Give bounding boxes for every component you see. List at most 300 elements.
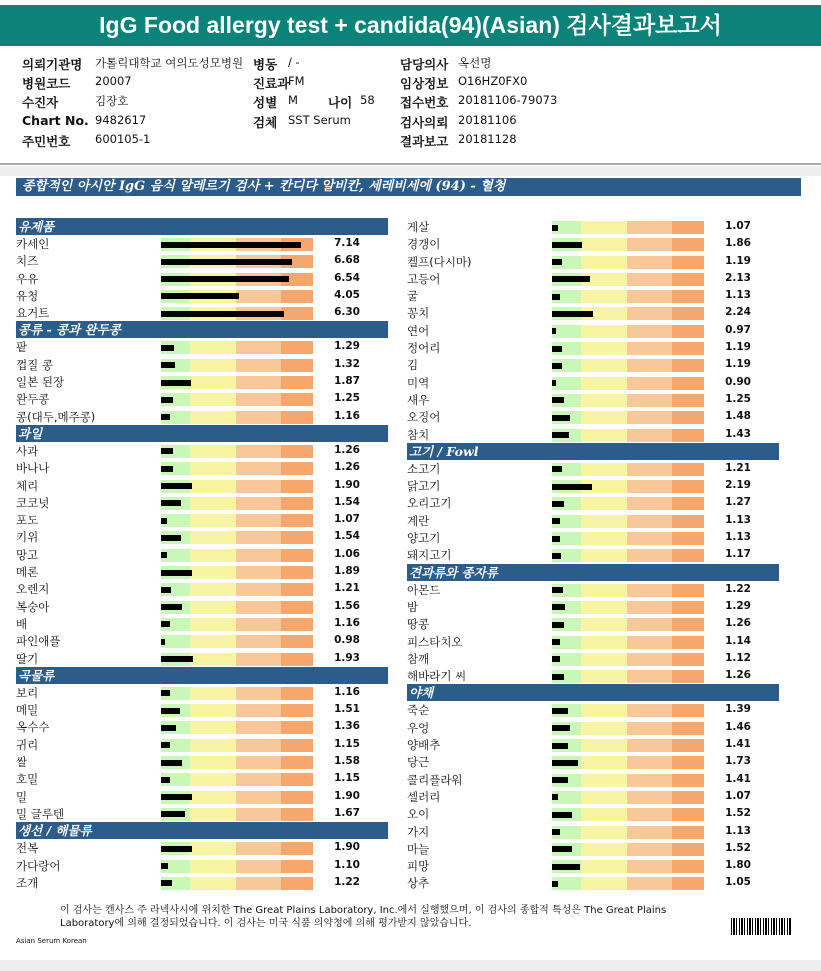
scale-zone <box>672 497 704 510</box>
scale-zone <box>672 256 704 269</box>
result-row <box>16 563 406 580</box>
result-row <box>16 373 406 390</box>
result-bar <box>161 587 171 593</box>
food-name: 밀 글루텐 <box>16 806 65 821</box>
scale-zone <box>672 342 704 355</box>
scale-zone <box>236 549 281 562</box>
result-row <box>16 753 406 770</box>
result-value: 1.13 <box>725 824 751 837</box>
result-value: 1.19 <box>725 358 751 371</box>
result-value: 4.05 <box>334 288 360 301</box>
scale-zone <box>236 531 281 544</box>
scale-zone <box>672 860 704 873</box>
scale-zone <box>627 843 672 856</box>
scale-zone <box>627 774 672 787</box>
result-value: 1.12 <box>725 651 751 664</box>
food-name: 오징어 <box>407 410 441 425</box>
result-bar <box>161 656 193 662</box>
result-bar <box>161 725 176 731</box>
scale-zone <box>672 429 704 442</box>
scale-zone <box>190 721 236 734</box>
food-name: 경갱이 <box>407 237 441 252</box>
result-row <box>407 426 797 443</box>
result-bar <box>161 552 167 558</box>
scale-zone <box>281 721 313 734</box>
scale-zone <box>627 860 672 873</box>
result-scale <box>161 549 313 562</box>
food-name: 복숭아 <box>16 599 50 614</box>
food-name: 참치 <box>407 427 430 442</box>
result-value: 1.86 <box>725 237 751 250</box>
scale-zone <box>672 584 704 597</box>
result-row <box>16 805 406 822</box>
result-row <box>16 252 406 269</box>
result-row <box>16 477 406 494</box>
food-name: 참깨 <box>407 651 430 666</box>
food-name: 김 <box>407 358 419 373</box>
food-name: 메밀 <box>16 703 39 718</box>
scale-zone <box>552 377 581 390</box>
result-scale <box>161 341 313 354</box>
result-scale <box>552 497 704 510</box>
result-value: 1.52 <box>725 841 751 854</box>
result-scale <box>552 636 704 649</box>
result-bar <box>552 276 590 282</box>
scale-zone <box>190 376 236 389</box>
scale-zone <box>627 273 672 286</box>
scale-zone <box>190 877 236 890</box>
scale-zone <box>236 618 281 631</box>
result-bar <box>552 881 558 887</box>
result-value: 6.54 <box>334 271 360 284</box>
food-name: 연어 <box>407 323 430 338</box>
scale-zone <box>581 653 627 666</box>
result-value: 1.54 <box>334 530 360 543</box>
result-row <box>16 598 406 615</box>
scale-zone <box>161 635 190 648</box>
result-bar <box>161 414 170 420</box>
scale-zone <box>236 877 281 890</box>
request-label: 검사의뢰 <box>400 115 449 130</box>
result-value: 1.15 <box>334 737 360 750</box>
scale-zone <box>190 583 236 596</box>
result-bar <box>552 846 572 852</box>
result-row <box>16 718 406 735</box>
result-row <box>407 356 797 373</box>
scale-zone <box>281 531 313 544</box>
result-value: 1.67 <box>334 806 360 819</box>
result-scale <box>552 843 704 856</box>
scale-zone <box>281 462 313 475</box>
result-row <box>407 788 797 805</box>
result-value: 1.51 <box>334 703 360 716</box>
scale-zone <box>281 842 313 855</box>
result-bar <box>552 604 565 610</box>
result-row <box>407 546 797 563</box>
scale-zone <box>581 394 627 407</box>
result-row <box>16 857 406 874</box>
section-header: 유제품 <box>16 218 388 235</box>
result-bar <box>552 794 558 800</box>
food-name: 포도 <box>16 513 39 528</box>
result-bar <box>161 777 170 783</box>
scale-zone <box>190 653 236 666</box>
food-name: 피스타치오 <box>407 634 463 649</box>
scale-zone <box>672 739 704 752</box>
result-row <box>407 667 797 684</box>
result-scale <box>552 670 704 683</box>
scale-zone <box>627 307 672 320</box>
scale-zone <box>581 670 627 683</box>
result-bar <box>161 276 289 282</box>
scale-zone <box>581 808 627 821</box>
result-row <box>16 580 406 597</box>
food-name: 껍질 콩 <box>16 357 53 372</box>
result-value: 1.17 <box>725 548 751 561</box>
result-row <box>407 460 797 477</box>
scale-zone <box>627 325 672 338</box>
result-scale <box>552 411 704 424</box>
result-value: 1.10 <box>334 858 360 871</box>
result-scale <box>552 601 704 614</box>
scale-zone <box>672 394 704 407</box>
result-row <box>407 322 797 339</box>
result-row <box>16 736 406 753</box>
result-value: 1.36 <box>334 720 360 733</box>
scale-zone <box>581 704 627 717</box>
food-name: 바나나 <box>16 461 50 476</box>
barcode <box>731 918 791 935</box>
scale-zone <box>190 445 236 458</box>
scale-zone <box>581 843 627 856</box>
result-bar <box>552 553 561 559</box>
scale-zone <box>281 756 313 769</box>
food-name: 유청 <box>16 288 39 303</box>
scale-zone <box>281 635 313 648</box>
result-scale <box>161 583 313 596</box>
result-row <box>407 339 797 356</box>
food-name: 일본 된장 <box>16 375 65 390</box>
chart-value: 9482617 <box>95 113 147 127</box>
result-row <box>16 442 406 459</box>
result-bar <box>552 311 593 317</box>
scale-zone <box>236 653 281 666</box>
scale-zone <box>190 566 236 579</box>
section-header: 콩류 - 콩과 완두콩 <box>16 321 388 338</box>
result-value: 7.14 <box>334 237 360 249</box>
scale-zone <box>236 635 281 648</box>
scale-zone <box>627 636 672 649</box>
result-value: 1.27 <box>725 496 751 509</box>
scale-zone <box>190 791 236 804</box>
result-bar <box>552 501 564 507</box>
result-scale <box>552 618 704 631</box>
food-name: 콜리플라워 <box>407 772 463 787</box>
result-value: 1.07 <box>725 220 751 232</box>
result-value: 1.26 <box>725 617 751 630</box>
result-scale <box>161 773 313 786</box>
result-value: 1.06 <box>334 547 360 560</box>
scale-zone <box>190 773 236 786</box>
scale-zone <box>627 497 672 510</box>
scale-zone <box>627 601 672 614</box>
result-bar <box>161 708 180 714</box>
test-subtitle: 종합적인 아시안 IgG 음식 알레르기 검사 + 칸디다 알비칸, 세레비세에 (94) - 혈청 <box>16 178 801 196</box>
scale-zone <box>627 877 672 890</box>
scale-zone <box>281 618 313 631</box>
result-row <box>16 874 406 891</box>
patient-label: 수진자 <box>22 95 59 110</box>
result-bar <box>161 397 173 403</box>
scale-zone <box>672 722 704 735</box>
result-bar <box>552 829 560 835</box>
scale-zone <box>581 756 627 769</box>
result-row <box>16 615 406 632</box>
food-name: 해바라기 씨 <box>407 669 467 684</box>
result-value: 1.13 <box>725 289 751 302</box>
scale-zone <box>672 325 704 338</box>
result-row <box>16 235 406 252</box>
result-scale <box>552 826 704 839</box>
food-name: 꽁치 <box>407 306 430 321</box>
result-row <box>16 270 406 287</box>
result-value: 1.29 <box>725 599 751 612</box>
specimen-label: 검체 <box>253 115 278 130</box>
clinical-label: 임상정보 <box>400 76 449 91</box>
scale-zone <box>581 411 627 424</box>
result-scale <box>161 687 313 700</box>
result-bar <box>552 397 564 403</box>
result-row <box>16 511 406 528</box>
result-row <box>407 633 797 650</box>
result-bar <box>161 242 301 248</box>
scale-zone <box>236 341 281 354</box>
result-scale <box>161 635 313 648</box>
scale-zone <box>672 826 704 839</box>
food-name: 보리 <box>16 685 39 700</box>
result-value: 1.13 <box>725 531 751 544</box>
result-value: 1.05 <box>725 876 751 889</box>
scale-zone <box>627 221 672 234</box>
doctor-label: 담당의사 <box>400 57 449 72</box>
report-title: IgG Food allergy test + candida(94)(Asian) 검사결과보고서 <box>0 5 821 46</box>
scale-zone <box>236 808 281 821</box>
food-name: 밀 <box>16 789 28 804</box>
scale-zone <box>281 583 313 596</box>
scale-zone <box>236 704 281 717</box>
scale-zone <box>672 515 704 528</box>
scale-zone <box>190 393 236 406</box>
result-row <box>407 771 797 788</box>
result-row <box>407 857 797 874</box>
scale-zone <box>236 290 281 303</box>
food-name: 배 <box>16 616 28 631</box>
result-scale <box>161 531 313 544</box>
result-bar <box>161 846 192 852</box>
result-scale <box>552 377 704 390</box>
result-scale <box>552 221 704 234</box>
scale-zone <box>672 791 704 804</box>
scale-zone <box>236 721 281 734</box>
left-column <box>16 218 406 891</box>
food-name: 조개 <box>16 875 39 890</box>
scale-zone <box>236 687 281 700</box>
scale-zone <box>581 584 627 597</box>
result-value: 1.25 <box>334 392 360 405</box>
result-scale <box>161 618 313 631</box>
scale-zone <box>672 877 704 890</box>
result-row <box>16 839 406 856</box>
result-row <box>407 823 797 840</box>
food-name: 망고 <box>16 547 39 562</box>
section-header: 고기 / Fowl <box>407 443 779 460</box>
food-name: 아몬드 <box>407 582 441 597</box>
result-value: 2.13 <box>725 271 751 284</box>
result-bar <box>161 621 170 627</box>
footer-disclaimer: 이 검사는 캔사스 주 라넥사시에 위치한 The Great Plains Laboratory, Inc.에서 실행했으며, 이 검사의 종합적 특성은 The Great Plains Laboratory에 의해 결정되었습니다. 이 검사는 미국 식품 의약청에 의해 평가받지 않았습니다. <box>60 905 667 929</box>
result-row <box>407 598 797 615</box>
result-row <box>407 615 797 632</box>
scale-zone <box>672 411 704 424</box>
section-header: 곡물류 <box>16 667 388 684</box>
food-name: 키위 <box>16 530 39 545</box>
result-scale <box>552 256 704 269</box>
scale-zone <box>627 377 672 390</box>
dept-value: FM <box>288 74 305 88</box>
result-bar <box>161 380 191 386</box>
food-name: 카세인 <box>16 237 50 251</box>
ward-value: / - <box>288 55 300 69</box>
food-name: 죽순 <box>407 703 430 718</box>
result-value: 1.90 <box>334 841 360 854</box>
result-scale <box>161 704 313 717</box>
ward-label: 병동 <box>253 57 278 72</box>
scale-zone <box>672 307 704 320</box>
result-scale <box>552 394 704 407</box>
result-bar <box>161 448 173 454</box>
result-bar <box>552 812 572 818</box>
result-value: 1.73 <box>725 755 751 768</box>
food-name: 오리고기 <box>407 496 452 511</box>
food-name: 피망 <box>407 859 430 874</box>
result-value: 1.43 <box>725 427 751 440</box>
food-name: 오이 <box>407 807 430 822</box>
hospital-code-value: 20007 <box>95 74 132 88</box>
result-value: 1.48 <box>725 410 751 423</box>
result-value: 1.14 <box>725 634 751 647</box>
food-name: 고등어 <box>407 271 441 286</box>
result-value: 1.54 <box>334 495 360 508</box>
scale-zone <box>236 411 281 424</box>
section-header: 견과류와 종자류 <box>407 564 779 581</box>
scale-zone <box>281 877 313 890</box>
scale-zone <box>581 774 627 787</box>
scale-zone <box>627 238 672 251</box>
report-label: 결과보고 <box>400 134 449 149</box>
section-header: 야채 <box>407 684 779 701</box>
food-name: 계란 <box>407 513 430 528</box>
result-bar <box>552 536 560 542</box>
scale-zone <box>581 429 627 442</box>
result-row <box>16 632 406 649</box>
result-row <box>407 736 797 753</box>
result-value: 1.26 <box>334 443 360 456</box>
scale-zone <box>236 497 281 510</box>
scale-zone <box>190 618 236 631</box>
scale-zone <box>281 393 313 406</box>
result-bar <box>552 363 562 369</box>
scale-zone <box>190 359 236 372</box>
scale-zone <box>581 860 627 873</box>
result-bar <box>161 811 185 817</box>
result-row <box>16 390 406 407</box>
result-bar <box>552 294 560 300</box>
result-value: 0.98 <box>334 634 360 647</box>
scale-zone <box>627 394 672 407</box>
food-name: 닭고기 <box>407 479 441 494</box>
scale-zone <box>281 704 313 717</box>
result-row <box>407 253 797 270</box>
scale-zone <box>281 376 313 389</box>
food-name: 치즈 <box>16 254 39 269</box>
scale-zone <box>581 221 627 234</box>
scale-zone <box>627 515 672 528</box>
result-bar <box>552 328 556 334</box>
result-scale <box>161 756 313 769</box>
result-row <box>407 304 797 321</box>
result-scale <box>552 463 704 476</box>
result-bar <box>552 760 578 766</box>
food-name: 요거트 <box>16 306 50 321</box>
patient-info <box>0 48 821 165</box>
food-name: 팥 <box>16 340 28 355</box>
scale-zone <box>627 429 672 442</box>
scale-zone <box>281 566 313 579</box>
request-value: 20181106 <box>458 113 517 127</box>
result-row <box>16 459 406 476</box>
result-row <box>16 338 406 355</box>
resident-value: 600105-1 <box>95 132 151 146</box>
scale-zone <box>672 808 704 821</box>
food-name: 메론 <box>16 565 39 580</box>
result-value: 2.24 <box>725 306 751 319</box>
result-value: 1.07 <box>334 513 360 526</box>
result-value: 1.58 <box>334 755 360 768</box>
scale-zone <box>672 359 704 372</box>
result-scale <box>552 739 704 752</box>
result-bar <box>552 432 569 438</box>
scale-zone <box>672 704 704 717</box>
scale-zone <box>627 826 672 839</box>
result-scale <box>161 739 313 752</box>
scale-zone <box>190 480 236 493</box>
result-value: 1.25 <box>725 392 751 405</box>
food-name: 정어리 <box>407 341 441 356</box>
result-row <box>407 270 797 287</box>
scale-zone <box>672 221 704 234</box>
result-value: 1.52 <box>725 807 751 820</box>
scale-zone <box>190 687 236 700</box>
sex-label: 성별 <box>253 95 278 110</box>
result-row <box>407 753 797 770</box>
result-bar <box>552 674 564 680</box>
scale-zone <box>581 325 627 338</box>
page-bottom <box>0 960 821 971</box>
food-name: 오렌지 <box>16 582 50 597</box>
result-scale <box>161 514 313 527</box>
scale-zone <box>281 341 313 354</box>
result-value: 1.41 <box>725 772 751 785</box>
